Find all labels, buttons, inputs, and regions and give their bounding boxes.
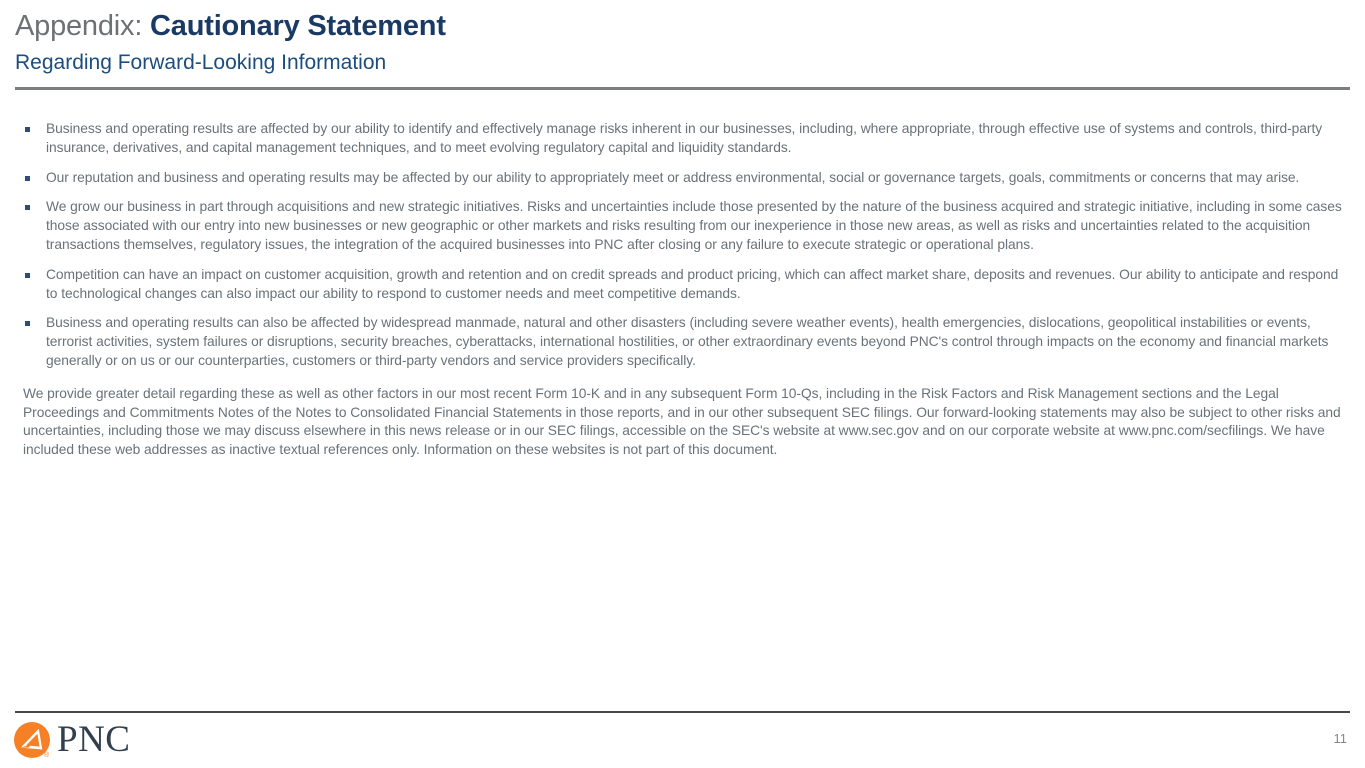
bullet-item: [23, 314, 1353, 370]
title-main: Cautionary Statement: [150, 10, 446, 42]
slide-body: [23, 120, 1353, 460]
pnc-logo: [14, 719, 131, 760]
bullet-text: We grow our business in part through acquisitions and new strategic initiatives. Risks and uncertainties include those presented by the nature of the business acquired and strategic initiative, including in some cases those associated with our entry into new businesses or new geographic or other markets and risks resulting from our inexperience in those new areas, as well as risks and uncertainties related to the acquisition transactions themselves, regulatory issues, the integration of the acquired businesses into PNC after closing or any failure to execute strategic or operational plans.: [46, 199, 1342, 252]
bullet-text: Business and operating results are affected by our ability to identify and effectively manage risks inherent in our businesses, including, where appropriate, through effective use of systems and controls, third-party insurance, derivatives, and capital management techniques, and to meet evolving regulatory capital and liquidity standards.: [46, 121, 1323, 155]
bullet-text: Our reputation and business and operating results may be affected by our ability to appropriately meet or address environmental, social or governance targets, goals, commitments or concerns that may arise.: [46, 169, 1300, 185]
bullet-square-icon: [25, 176, 30, 181]
bullet-square-icon: [25, 321, 30, 326]
bullet-square-icon: [25, 273, 30, 278]
pnc-logo-icon: [14, 722, 50, 758]
page-subtitle: Regarding Forward-Looking Information: [15, 51, 387, 74]
registered-trademark-symbol: ®: [44, 752, 50, 759]
pnc-wordmark: PNC: [57, 719, 131, 760]
title-prefix: Appendix:: [15, 10, 151, 42]
bullet-text: Competition can have an impact on customer acquisition, growth and retention and on credit spreads and product pricing, which can affect market share, deposits and revenues. Our ability to anticipate and respond to technological changes can also impact our ability to respond to customer needs and meet competitive demands.: [46, 266, 1339, 301]
bullet-item: [23, 120, 1353, 158]
bullet-square-icon: [25, 127, 30, 132]
bullet-item: [23, 198, 1353, 254]
page-title: [15, 8, 1350, 44]
slide-header: [15, 8, 1350, 76]
footer-divider: [15, 711, 1350, 713]
page-number: 11: [1333, 731, 1347, 746]
bullet-item: [23, 169, 1353, 188]
closing-paragraph: We provide greater detail regarding these as well as other factors in our most recent Form 10-K and in any subsequent Form 10-Qs, including in the Risk Factors and Risk Management sections and the Legal Proceedings and Commitments Notes of the Notes to Consolidated Financial Statements in those reports, and in our other subsequent SEC filings. Our forward-looking statements may also be subject to other risks and uncertainties, including those we may discuss elsewhere in this news release or in our SEC filings, accessible on the SEC's website at www.sec.gov and on our corporate website at www.pnc.com/secfilings. We have included these web addresses as inactive textual references only. Information on these websites is not part of this document.: [23, 385, 1341, 458]
header-divider: [15, 87, 1350, 90]
bullet-square-icon: [25, 205, 30, 210]
bullet-item: [23, 266, 1353, 304]
bullet-text: Business and operating results can also be affected by widespread manmade, natural and other disasters (including severe weather events), health emergencies, dislocations, geopolitical instabilities or events, terrorist activities, system failures or disruptions, security breaches, cyberattacks, international hostilities, or other extraordinary events beyond PNC's control through impacts on the economy and financial markets generally or on us or our counterparties, customers or third-party vendors and service providers specifically.: [46, 315, 1329, 368]
bullet-list: [23, 120, 1353, 371]
